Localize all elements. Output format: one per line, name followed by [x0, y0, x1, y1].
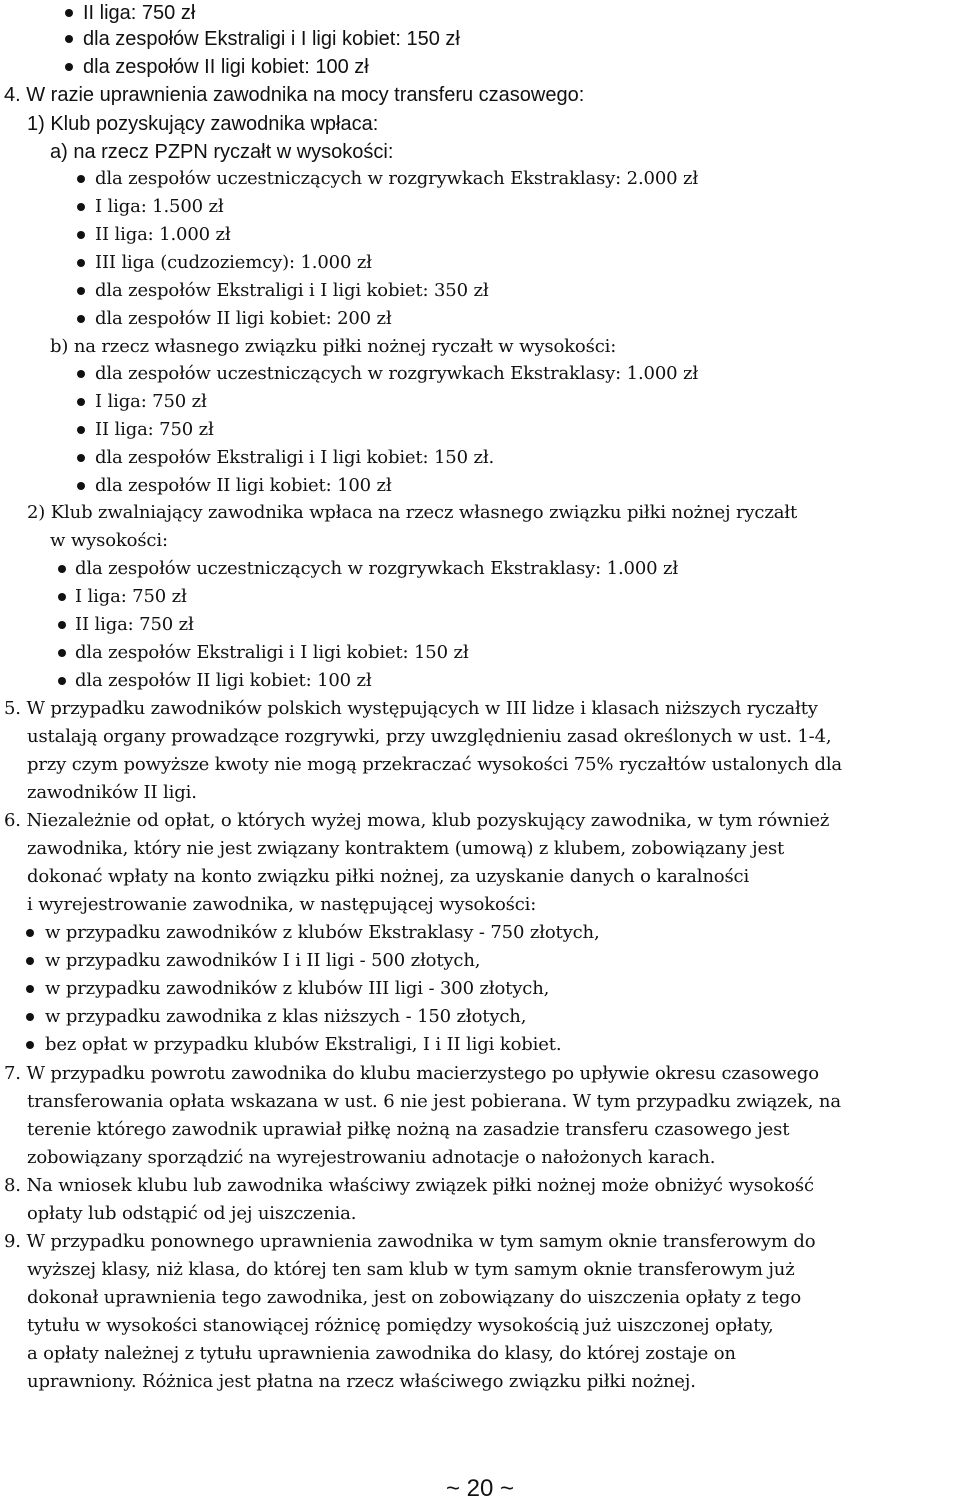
bullet-icon [58, 593, 66, 601]
text-line: dla zespołów uczestniczących w rozgrywkach Ekstraklasy: 2.000 zł [95, 168, 699, 189]
text-line: w przypadku zawodników z klubów III ligi - 300 złotych, [45, 978, 550, 999]
bullet-icon [77, 426, 85, 434]
text-line: dla zespołów II ligi kobiet: 100 zł [95, 475, 392, 496]
page-number: ~ 20 ~ [445, 1475, 515, 1502]
text-line: ustalają organy prowadzące rozgrywki, przy uwzględnieniu zasad określonych w ust. 1-4, [27, 726, 832, 747]
text-line: i wyrejestrowanie zawodnika, w następującej wysokości: [27, 894, 537, 915]
text-line: dla zespołów II ligi kobiet: 100 zł [75, 670, 372, 691]
text-line: zobowiązany sporządzić na wyrejestrowaniu adnotacje o nałożonych karach. [27, 1147, 716, 1168]
bullet-icon [58, 649, 66, 657]
text-line: II liga: 750 zł [75, 614, 194, 635]
text-line: dla zespołów II ligi kobiet: 200 zł [95, 308, 392, 329]
bullet-icon [77, 398, 85, 406]
text-line: 7. W przypadku powrotu zawodnika do klubu macierzystego po upływie okresu czasowego [4, 1063, 819, 1084]
bullet-icon [77, 454, 85, 462]
text-line: dokonał uprawnienia tego zawodnika, jest on zobowiązany do uiszczenia opłaty z tego [27, 1287, 802, 1308]
text-line: dla zespołów Ekstraligi i I ligi kobiet: 150 zł [83, 28, 460, 50]
text-line: II liga: 750 zł [83, 2, 196, 24]
text-line: dla zespołów II ligi kobiet: 100 zł [83, 56, 369, 78]
bullet-icon [65, 63, 73, 71]
text-line: w przypadku zawodników I i II ligi - 500 złotych, [45, 950, 481, 971]
bullet-icon [26, 929, 34, 937]
text-line: I liga: 750 zł [75, 586, 187, 607]
text-line: bez opłat w przypadku klubów Ekstraligi, I i II ligi kobiet. [45, 1034, 562, 1055]
bullet-icon [58, 621, 66, 629]
text-line: 5. W przypadku zawodników polskich występujących w III lidze i klasach niższych ryczałty [4, 698, 818, 719]
bullet-icon [26, 985, 34, 993]
text-line: uprawniony. Różnica jest płatna na rzecz właściwego związku piłki nożnej. [27, 1371, 696, 1392]
bullet-icon [77, 370, 85, 378]
text-line: I liga: 1.500 zł [95, 196, 224, 217]
bullet-icon [77, 315, 85, 323]
bullet-icon [58, 565, 66, 573]
text-line: dla zespołów uczestniczących w rozgrywkach Ekstraklasy: 1.000 zł [75, 558, 679, 579]
text-line: terenie którego zawodnik uprawiał piłkę nożną na zasadzie transferu czasowego jest [27, 1119, 790, 1140]
text-line: w wysokości: [50, 530, 168, 551]
bullet-icon [58, 677, 66, 685]
bullet-icon [26, 1013, 34, 1021]
text-line: dla zespołów Ekstraligi i I ligi kobiet: 150 zł. [95, 447, 495, 468]
text-line: dla zespołów Ekstraligi i I ligi kobiet: 350 zł [95, 280, 489, 301]
text-line: 1) Klub pozyskujący zawodnika wpłaca: [27, 113, 379, 135]
text-line: 4. W razie uprawnienia zawodnika na mocy transferu czasowego: [4, 84, 585, 106]
text-line: zawodników II ligi. [27, 782, 197, 803]
text-line: 6. Niezależnie od opłat, o których wyżej mowa, klub pozyskujący zawodnika, w tym również [4, 810, 830, 831]
text-line: zawodnika, który nie jest związany kontraktem (umową) z klubem, zobowiązany jest [27, 838, 785, 859]
bullet-icon [65, 9, 73, 17]
text-line: dla zespołów uczestniczących w rozgrywkach Ekstraklasy: 1.000 zł [95, 363, 699, 384]
text-line: b) na rzecz własnego związku piłki nożnej ryczałt w wysokości: [50, 336, 617, 357]
text-line: w przypadku zawodników z klubów Ekstraklasy - 750 złotych, [45, 922, 600, 943]
bullet-icon [77, 231, 85, 239]
text-line: I liga: 750 zł [95, 391, 207, 412]
bullet-icon [65, 35, 73, 43]
text-line: a) na rzecz PZPN ryczałt w wysokości: [50, 141, 394, 163]
text-line: 2) Klub zwalniający zawodnika wpłaca na rzecz własnego związku piłki nożnej ryczałt [27, 502, 798, 523]
text-line: w przypadku zawodnika z klas niższych - 150 złotych, [45, 1006, 527, 1027]
text-line: II liga: 750 zł [95, 419, 214, 440]
bullet-icon [77, 287, 85, 295]
text-line: III liga (cudzoziemcy): 1.000 zł [95, 252, 372, 273]
bullet-icon [77, 175, 85, 183]
text-line: dla zespołów Ekstraligi i I ligi kobiet: 150 zł [75, 642, 469, 663]
bullet-icon [77, 203, 85, 211]
text-line: 8. Na wniosek klubu lub zawodnika właściwy związek piłki nożnej może obniżyć wysokość [4, 1175, 814, 1196]
text-line: a opłaty należnej z tytułu uprawnienia zawodnika do klasy, do której zostaje on [27, 1343, 736, 1364]
text-line: 9. W przypadku ponownego uprawnienia zawodnika w tym samym oknie transferowym do [4, 1231, 816, 1252]
text-line: II liga: 1.000 zł [95, 224, 231, 245]
text-line: przy czym powyższe kwoty nie mogą przekraczać wysokości 75% ryczałtów ustalonych dla [27, 754, 843, 775]
bullet-icon [26, 957, 34, 965]
bullet-icon [77, 482, 85, 490]
bullet-icon [77, 259, 85, 267]
text-line: wyższej klasy, niż klasa, do której ten sam klub w tym samym oknie transferowym już [27, 1259, 795, 1280]
bullet-icon [26, 1041, 34, 1049]
text-line: dokonać wpłaty na konto związku piłki nożnej, za uzyskanie danych o karalności [27, 866, 750, 887]
text-line: opłaty lub odstąpić od jej uiszczenia. [27, 1203, 357, 1224]
text-line: tytułu w wysokości stanowiącej różnicę pomiędzy wysokością już uiszczonej opłaty, [27, 1315, 774, 1336]
text-line: transferowania opłata wskazana w ust. 6 nie jest pobierana. W tym przypadku związek, na [27, 1091, 841, 1112]
